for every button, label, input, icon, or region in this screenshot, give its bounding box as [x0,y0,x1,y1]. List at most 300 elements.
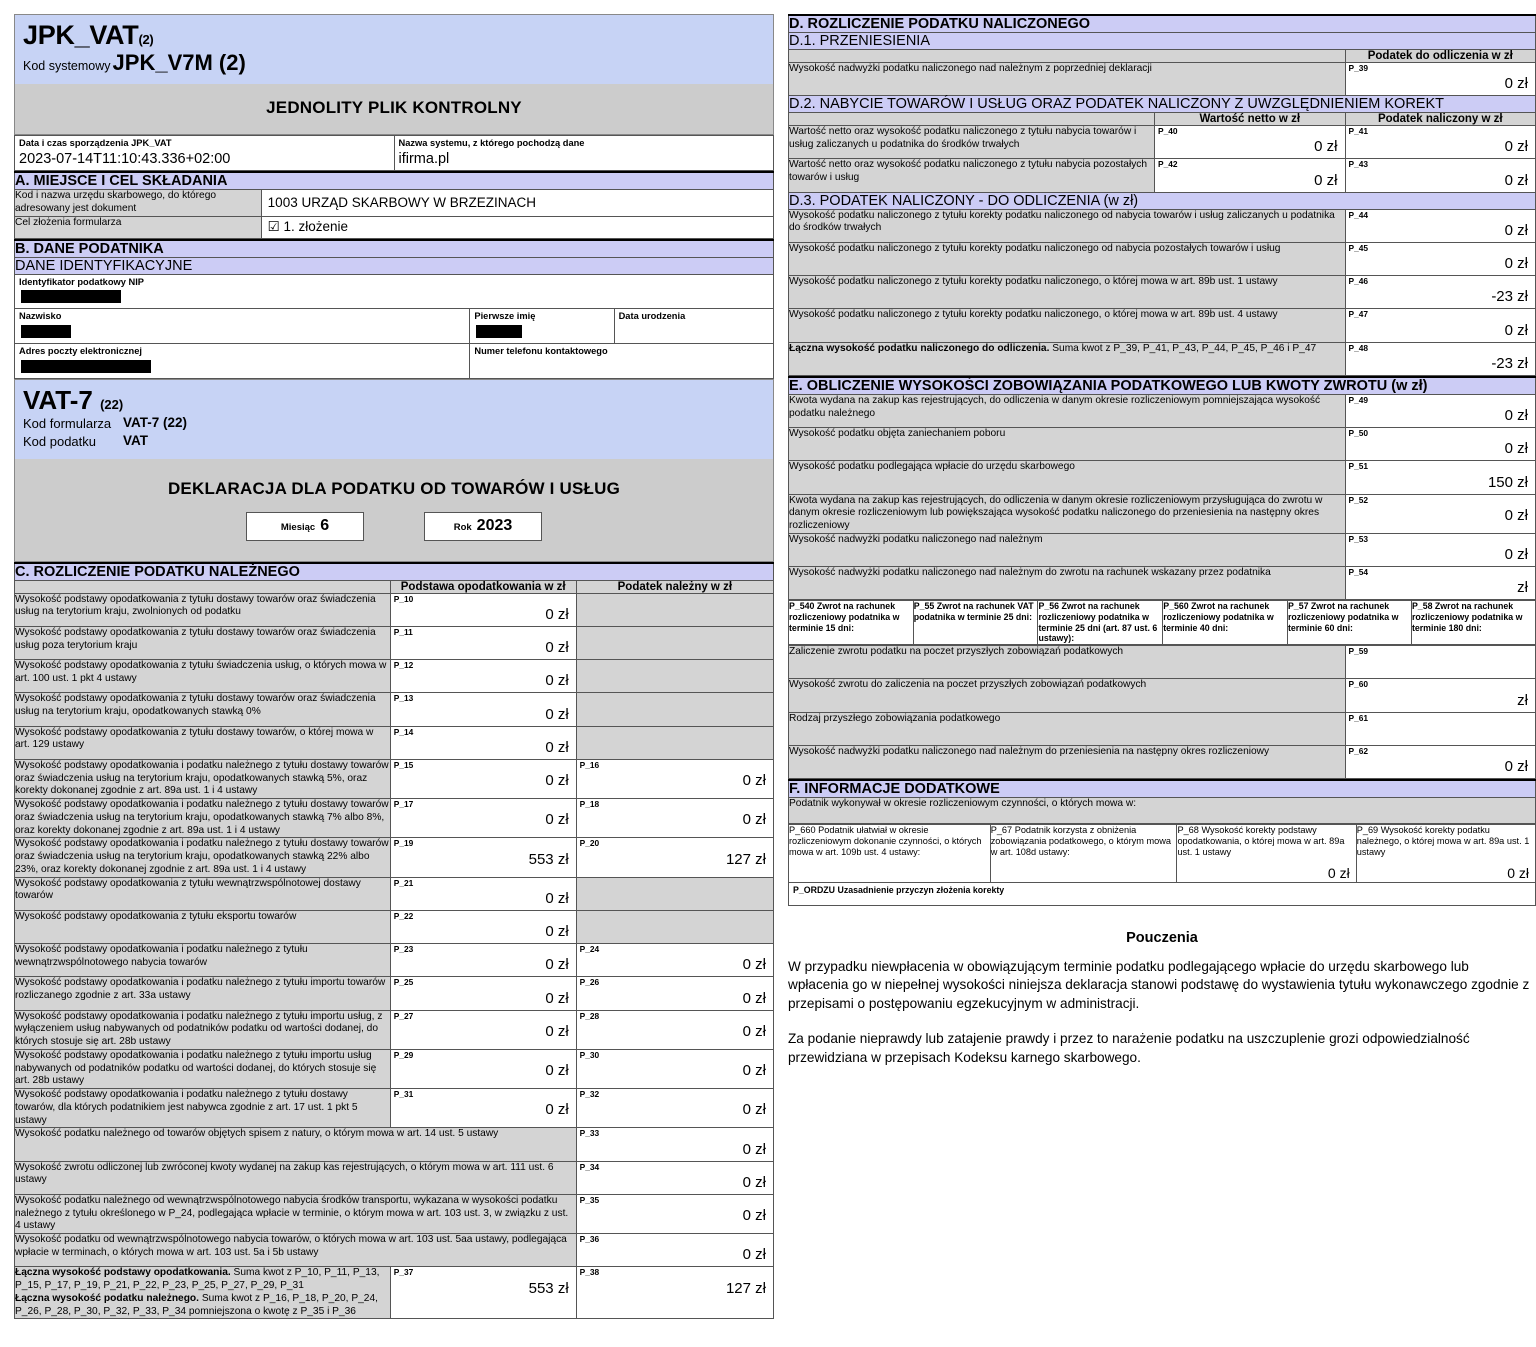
refund-options-table [788,600,1536,645]
field-id: P_21 [393,877,414,888]
row-label: Rodzaj przyszłego zobowiązania podatkowego [789,712,1346,745]
field-amount: 0 zł [545,923,569,941]
row-label: Wysokość podstawy opodatkowania z tytułu dostawy towarów oraz świadczenia usług na terytorium kraju, zwolnionych od podatku [15,593,391,626]
birthdate-label: Data urodzenia [618,311,686,322]
table-row [15,240,774,258]
table-row [789,679,1536,712]
firstname-value [470,322,613,343]
redaction-bar [476,325,522,338]
surname-value [15,322,469,343]
row-label: Wysokość podatku należnego od wewnątrzwspólnotowego nabycia środków transportu, wykazana w wysokości podatku należnego z tytułu określonego w P_24, podlegająca wpłacie w terminie, o którym mowa w art. 103 ust. 3, w związku z ust. 4 ustawy [15,1194,577,1233]
field-id: P_42 [1158,159,1178,170]
jednolity-title-band [14,84,774,135]
total-label-1: Łączna wysokość podstawy opodatkowania. [15,1267,231,1279]
row-label: Wysokość podatku od wewnątrzwspólnotowego nabycia towarów, o których mowa w art. 103 ust. 5aa ustawy, podlegająca wpłacie w terminach, o których mowa w art. 103 ust. 5a i 5b ustawy [15,1234,577,1267]
field-id: P_22 [393,910,414,921]
table-row [789,15,1536,33]
field-amount: 0 zł [545,956,569,974]
field-amount [1346,656,1536,678]
field-id: P_15 [393,759,414,770]
field-amount: 0 zł [545,705,569,723]
jpk-header-band [14,14,774,84]
month-value: 6 [320,516,330,534]
table-row [15,1049,774,1088]
p48-label [789,342,1346,375]
email-label: Adres poczty elektronicznej [19,346,142,357]
field-id: P_61 [1348,712,1369,723]
row-label: Wysokość podstawy opodatkowania i podatku należnego z tytułu importu towarów rozliczanego zgodnie z art. 33a ustawy [15,977,391,1010]
field-amount [577,878,773,900]
amount-cell [1155,126,1345,159]
office-value: 1003 URZĄD SKARBOWY W BRZEZINACH [267,195,536,211]
amount-cell [390,977,576,1010]
table-row [15,1267,774,1319]
field-amount: 0 zł [1504,75,1528,93]
period-row [23,512,765,541]
field-amount: 0 zł [1504,506,1528,524]
field-id: P_25 [393,977,414,988]
info-cell[interactable] [789,824,991,882]
row-label: Wysokość podatku naliczonego z tytułu korekty podatku naliczonego od nabycia pozostałych towarów i usług [789,242,1346,275]
right-column [788,14,1536,1319]
field-id: P_45 [1348,242,1369,253]
redaction-bar [21,360,151,373]
section-f-table [788,779,1536,824]
field-amount: 0 zł [742,1101,766,1119]
row-label: Wysokość podatku podlegająca wpłacie do urzędu skarbowego [789,461,1346,494]
amount-cell [390,726,576,759]
row-label: Wysokość zwrotu do zaliczenia na poczet przyszłych zobowiązań podatkowych [789,679,1346,712]
row-label: Wysokość podatku należnego od towarów objętych spisem z natury, o którym mowa w art. 14 ust. 5 ustawy [15,1128,577,1161]
field-amount: 0 zł [545,889,569,907]
row-label: Kwota wydana na zakup kas rejestrujących, do odliczenia w danym okresie rozliczeniowym pomniejszająca wysokość podatku należnego [789,394,1346,427]
info-cell[interactable] [990,824,1177,882]
table-row [15,274,774,309]
table-row [15,1234,774,1267]
field-id: P_36 [579,1234,600,1245]
amount-cell [390,1267,576,1319]
purpose-checkbox-value[interactable]: ☑ 1. złożenie [267,218,349,234]
field-amount: 0 zł [1504,138,1528,156]
field-id: P_26 [579,977,600,988]
field-amount: 0 zł [742,1173,766,1191]
vat7-title [23,384,765,415]
field-amount [577,594,773,616]
amount-cell [576,626,773,659]
section-c-rows [15,593,774,1319]
table-row [15,626,774,659]
amount-cell [576,910,773,943]
table-row [15,580,774,593]
amount-cell [390,944,576,977]
p48-label-bold: Łączna wysokość podatku naliczonego do odliczenia. [789,342,1050,354]
refund-option-cell[interactable]: P_540 Zwrot na rachunek rozliczeniowy podatnika w terminie 15 dni: [789,601,914,645]
amount-cell [390,799,576,838]
field-amount: 0 zł [545,1101,569,1119]
table-row [15,726,774,759]
declaration-title-band [14,459,774,562]
table-row [15,190,774,217]
year-label: Rok [453,521,472,533]
field-id: P_62 [1348,745,1369,756]
date-value: 2023-07-14T11:10:43.336+02:00 [19,151,231,168]
kod-systemowy-value: JPK_V7M (2) [112,50,246,76]
section-b-table [14,239,774,379]
info-cell-amount: 0 zł [1507,864,1529,881]
system-label: Nazwa systemu, z którego pochodzą dane [398,138,585,149]
info-cell-label: P_660 Podatnik ułatwiał w okresie rozliczeniowym dokonanie czynności, o których mowa w art. 109b ust. 4 ustawy: [789,824,982,858]
field-amount [577,693,773,715]
section-e-tail-rows [789,646,1536,779]
field-id: P_10 [393,593,414,604]
phone-label: Numer telefonu kontaktowego [474,346,608,357]
section-f-title: F. INFORMACJE DODATKOWE [789,780,1536,798]
table-row [789,309,1536,342]
field-id: P_46 [1348,276,1369,287]
year-box[interactable] [424,512,542,541]
table-row [15,977,774,1010]
vat7-title-text: VAT-7 [23,384,93,415]
amount-cell [576,693,773,726]
field-amount: 0 zł [742,989,766,1007]
field-id: P_12 [393,660,414,671]
amount-cell [390,1049,576,1088]
table-row [789,798,1536,824]
amount-cell [576,660,773,693]
field-amount: 0 zł [545,738,569,756]
row-label: Wysokość podstawy opodatkowania i podatku należnego z tytułu dostawy towarów, dla których podatnikiem jest nabywca zgodnie z art. 17 ust. 1 pkt 5 ustawy [15,1089,391,1128]
row-label: Kwota wydana na zakup kas rejestrujących, do odliczenia w danym okresie rozliczeniowym przysługująca do zwrotu w danym okresie rozliczeniowym lub powiększająca wysokość podatku naliczonego do przeniesienia na następny okres rozliczeniowy [789,494,1346,533]
row-label: Zaliczenie zwrotu podatku na poczet przyszłych zobowiązań podatkowych [789,646,1346,679]
p39-value-cell [1345,63,1536,96]
section-d2-title: D.2. NABYCIE TOWARÓW I USŁUG ORAZ PODATEK NALICZONY Z UWZGLĘDNIENIEM KOREKT [789,96,1536,113]
month-label: Miesiąc [280,521,316,533]
meta-table [14,135,774,171]
table-row [15,309,774,344]
row-label: Wysokość nadwyżki podatku naliczonego nad należnym [789,533,1346,566]
section-e-title: E. OBLICZENIE WYSOKOŚCI ZOBOWIĄZANIA PODATKOWEGO LUB KWOTY ZWROTU (w zł) [789,377,1536,395]
field-id: P_50 [1348,428,1369,439]
amount-cell [390,593,576,626]
amount-cell [390,838,576,877]
section-c-table [14,562,774,1320]
field-amount: 0 zł [545,1062,569,1080]
amount-cell [1345,276,1536,309]
date-cell [15,136,395,171]
amount-cell [576,877,773,910]
field-amount: 0 zł [545,811,569,829]
form-code-label: Kod formularza [23,415,112,431]
amount-cell [1345,159,1536,192]
col-header-net: Wartość netto w zł [1155,113,1345,126]
row-label: Wysokość podstawy opodatkowania i podatku należnego z tytułu dostawy towarów oraz świadczenia usług na terytorium kraju, opodatkowanych stawką 22% albo 23%, oraz korekty dokonanej zgodnie z art. 89a ust. 1 i 4 ustawy [15,838,391,877]
field-id: P_47 [1348,309,1369,320]
section-d3-title: D.3. PODATEK NALICZONY - DO ODLICZENIA (w zł) [789,192,1536,209]
field-amount: zł [1517,579,1528,597]
office-value-cell [261,190,773,217]
tax-code-row [23,434,765,449]
section-d-table [788,14,1536,376]
row-label: Wysokość podstawy opodatkowania i podatku należnego z tytułu dostawy towarów oraz świadczenia usług na terytorium kraju, opodatkowanych stawką 7% albo 8%, oraz korekty dokonanej zgodnie z art. 89a ust. 1 i 4 ustawy [15,799,391,838]
field-id: P_17 [393,799,414,810]
pouczenia-paragraph-1: W przypadku niewpłacenia w obowiązującym terminie podatku podlegającego wpłacie do urzędu skarbowego lub wpłacenia go w niepełnej wysokości niniejsza deklaracja stanowi podstawę do wystawienia tytułu wykonawczego zgodnie z przepisami o postępowaniu egzekucyjnym w administracji. [788,958,1530,1012]
amount-cell [576,838,773,877]
field-id: P_20 [579,838,600,849]
amount-cell [1155,159,1345,192]
table-row [15,136,774,171]
amount-cell [390,660,576,693]
table-row [789,377,1536,395]
table-row [15,1194,774,1233]
refund-option-cell[interactable]: P_57 Zwrot na rachunek rozliczeniowy podatnika w terminie 60 dni: [1287,601,1411,645]
firstname-label: Pierwsze imię [474,311,536,322]
amount-cell [390,759,576,798]
section-a-table [14,171,774,239]
row-label: Wysokość podstawy opodatkowania z tytułu dostawy towarów, o której mowa w art. 129 ustawy [15,726,391,759]
col-header-base: Podstawa opodatkowania w zł [390,580,576,593]
section-d3-rows [789,209,1536,342]
table-row [789,113,1536,126]
field-amount: 0 zł [1504,407,1528,425]
refund-option-cell[interactable]: P_58 Zwrot na rachunek rozliczeniowy podatnika w terminie 180 dni: [1411,601,1535,645]
table-row [789,63,1536,96]
field-id: P_27 [393,1010,414,1021]
row-label: Wysokość podatku naliczonego z tytułu korekty podatku naliczonego od nabycia towarów i usług zaliczanych u podatnika do środków trwałych [789,209,1346,242]
field-amount: zł [1517,691,1528,709]
amount-cell [1345,242,1536,275]
field-id: P_24 [579,944,600,955]
row-label: Wysokość nadwyżki podatku naliczonego nad należnym do zwrotu na rachunek wskazany przez podatnika [789,567,1346,600]
field-amount: 0 zł [1504,440,1528,458]
table-row [789,96,1536,113]
table-row [789,780,1536,798]
table-row [15,660,774,693]
table-row [15,593,774,626]
amount-cell [576,1234,773,1267]
field-id: P_30 [579,1049,600,1060]
amount-cell [576,1161,773,1194]
amount-cell [1345,394,1536,427]
table-row [15,344,774,379]
field-amount: 0 zł [545,672,569,690]
field-amount: 0 zł [1504,546,1528,564]
empty-header [15,580,391,593]
table-row [15,944,774,977]
table-row [15,172,774,190]
refund-option-cell[interactable]: P_560 Zwrot na rachunek rozliczeniowy podatnika w terminie 40 dni: [1163,601,1288,645]
jpk-title [23,21,765,49]
refund-option-cell[interactable]: P_55 Zwrot na rachunek VAT podatnika w terminie 25 dni: [913,601,1038,645]
amount-cell [1345,712,1536,745]
redaction-bar [21,290,121,303]
table-row [789,646,1536,679]
row-label: Wysokość podatku objęta zaniechaniem poboru [789,428,1346,461]
field-id: P_18 [579,799,600,810]
row-label: Wysokość podstawy opodatkowania i podatku należnego z tytułu importu usług, z wyłączeniem usług nabywanych od podatników podatku od wartości dodanej, do których stosuje się art. 28b ustawy [15,1010,391,1049]
section-f-intro: Podatnik wykonywał w okresie rozliczeniowym czynności, o których mowa w: [789,798,1536,824]
office-label: Kod i nazwa urzędu skarbowego, do którego adresowany jest dokument [15,190,262,217]
field-amount: 0 zł [1314,171,1338,189]
amount-cell [390,693,576,726]
amount-cell [390,1010,576,1049]
section-e-tail-table [788,645,1536,779]
table-row [789,461,1536,494]
table-row [789,192,1536,209]
table-row [789,824,1536,882]
field-id: P_60 [1348,679,1369,690]
kod-systemowy-row [23,50,765,76]
field-amount: 0 zł [1504,221,1528,239]
table-row [789,209,1536,242]
field-amount: 0 zł [545,772,569,790]
vat7-header-band [14,379,774,459]
info-cell-label: P_68 Wysokość korekty podstawy opodatkowania, o której mowa w art. 89a ust. 1 ustawy [1177,824,1345,858]
field-amount: -23 zł [1491,288,1528,306]
total-row-label [15,1267,391,1319]
field-amount: 0 zł [1504,171,1528,189]
p48-label-rest: Suma kwot z P_39, P_41, P_43, P_44, P_45, P_46 i P_47 [1049,342,1317,354]
row-label: Wysokość podstawy opodatkowania z tytułu dostawy towarów oraz świadczenia usług na terytorium kraju, opodatkowanych stawką 0% [15,693,391,726]
field-id: P_40 [1158,126,1178,137]
table-row [789,33,1536,50]
field-id: P_53 [1348,533,1369,544]
field-id: P_43 [1348,159,1369,170]
amount-cell [576,799,773,838]
field-amount: 150 zł [1487,473,1528,491]
email-cell [15,344,470,379]
jpk-title-text: JPK_VAT [23,20,139,50]
field-amount [577,660,773,682]
nip-label: Identyfikator podatkowy NIP [19,276,145,287]
info-cell-amount: 0 zł [1327,864,1350,881]
table-row [789,342,1536,375]
field-amount: 0 zł [545,1022,569,1040]
field-id: P_11 [393,626,413,637]
table-row [789,567,1536,600]
section-e-rows [789,394,1536,599]
table-row [789,494,1536,533]
row-label: Wysokość podstawy opodatkowania z tytułu wewnątrzwspólnotowej dostawy towarów [15,877,391,910]
birthdate-value [615,322,773,343]
form-code-row [23,416,765,431]
table-row [15,838,774,877]
row-label: Wartość netto oraz wysokość podatku naliczonego z tytułu nabycia towarów i usług zaliczanych u podatnika do środków trwałych [789,126,1155,159]
field-id: P_31 [393,1089,414,1100]
amount-cell [576,1049,773,1088]
section-d1-title: D.1. PRZENIESIENIA [789,33,1536,50]
section-d-title: D. ROZLICZENIE PODATKU NALICZONEGO [789,15,1536,33]
p39-label: Wysokość nadwyżki podatku naliczonego nad należnym z poprzedniej deklaracji [789,63,1346,96]
table-row [789,242,1536,275]
field-id: P_39 [1348,63,1369,73]
field-id: P_19 [393,838,414,849]
field-id: P_59 [1348,646,1369,657]
field-amount: 0 zł [545,639,569,657]
field-id: P_38 [579,1267,600,1278]
surname-cell [15,309,470,344]
ordzu-field: P_ORDZU Uzasadnienie przyczyn złożenia korekty [788,883,1536,906]
firstname-cell [470,309,614,344]
field-amount: 0 zł [742,1246,766,1264]
amount-cell [576,593,773,626]
table-row [15,257,774,274]
col-header-d1: Podatek do odliczenia w zł [1345,50,1536,63]
info-cell[interactable] [1177,824,1356,882]
row-label: Wysokość podstawy opodatkowania z tytułu dostawy towarów oraz świadczenia usług poza terytorium kraju [15,626,391,659]
amount-cell [1345,745,1536,778]
refund-option-cell[interactable]: P_56 Zwrot na rachunek rozliczeniowy podatnika w terminie 25 dni (art. 87 ust. 6 ustawy): [1038,601,1163,645]
field-amount [577,911,773,933]
month-box[interactable] [246,512,364,541]
field-amount: 0 zł [545,989,569,1007]
vat7-version: (22) [100,396,124,412]
page-title: JEDNOLITY PLIK KONTROLNY [266,98,522,118]
section-f-grid [788,824,1536,883]
table-row [15,1089,774,1128]
field-id: P_32 [579,1089,600,1100]
field-id: P_14 [393,726,414,737]
amount-cell [576,1194,773,1233]
info-cell-label: P_67 Podatnik korzysta z obniżenia zobowiązania podatkowego, o którym mowa w art. 108d ustawy: [990,824,1171,858]
row-label: Wysokość podstawy opodatkowania i podatku należnego z tytułu dostawy towarów oraz świadczenia usług na terytorium kraju, opodatkowanych stawką 5%, oraz korekty dokonanej zgodnie z art. 89a ust. 1 i 4 ustawy [15,759,391,798]
table-row [15,563,774,581]
amount-cell [1345,567,1536,600]
row-label: Wysokość podstawy opodatkowania z tytułu świadczenia usług, o których mowa w art. 100 ust. 1 pkt 4 ustawy [15,660,391,693]
field-id: P_54 [1348,567,1369,578]
amount-cell [576,726,773,759]
field-id: P_23 [393,944,414,955]
info-cell[interactable] [1356,824,1535,882]
row-label: Wysokość podatku naliczonego z tytułu korekty podatku naliczonego, o której mowa w art. 89b ust. 1 ustawy [789,276,1346,309]
purpose-value-cell[interactable] [261,216,773,238]
col-header-tax: Podatek należny w zł [576,580,773,593]
field-amount: 0 zł [1504,758,1528,776]
table-row [15,1161,774,1194]
system-cell [394,136,774,171]
total-formula-1: Suma kwot z P_10, P_11, P_13, P_15, P_17, P_19, P_21, P_22, P_23, P_25, P_27, P_29, P_31 [15,1267,380,1292]
field-amount: 0 zł [742,956,766,974]
info-cell-label: P_69 Wysokość korekty podatku należnego, o której mowa w art. 89a ust. 1 ustawy [1356,824,1530,858]
redaction-bar [21,325,71,338]
total-formula-2: Suma kwot z P_16, P_18, P_20, P_24, P_26, P_28, P_30, P_32, P_33, P_34 pomniejszona o kwotę z P_35 i P_36 [15,1292,378,1317]
table-row [15,759,774,798]
amount-cell [576,1128,773,1161]
amount-cell [576,977,773,1010]
surname-label: Nazwisko [19,311,62,322]
tax-code-value: VAT [123,432,148,448]
table-row [15,877,774,910]
purpose-label: Cel złożenia formularza [15,216,262,238]
field-id: P_44 [1348,209,1369,220]
amount-cell [1345,428,1536,461]
system-value: ifirma.pl [398,151,450,168]
table-row [789,601,1536,645]
field-id: P_28 [579,1010,600,1021]
kod-systemowy-label: Kod systemowy [23,59,111,74]
row-label: Wysokość podstawy opodatkowania i podatku należnego z tytułu wewnątrzwspólnotowego nabycia towarów [15,944,391,977]
birthdate-cell [614,309,773,344]
declaration-title: DEKLARACJA DLA PODATKU OD TOWARÓW I USŁUG [167,478,621,498]
amount-cell [576,1089,773,1128]
section-e-table [788,376,1536,600]
field-amount: 0 zł [1504,255,1528,273]
field-id: P_13 [393,693,414,704]
section-d2-rows [789,126,1536,192]
amount-cell [576,759,773,798]
section-c-title: C. ROZLICZENIE PODATKU NALEŻNEGO [15,563,774,581]
empty-header [789,113,1155,126]
field-amount: 0 zł [742,1207,766,1225]
